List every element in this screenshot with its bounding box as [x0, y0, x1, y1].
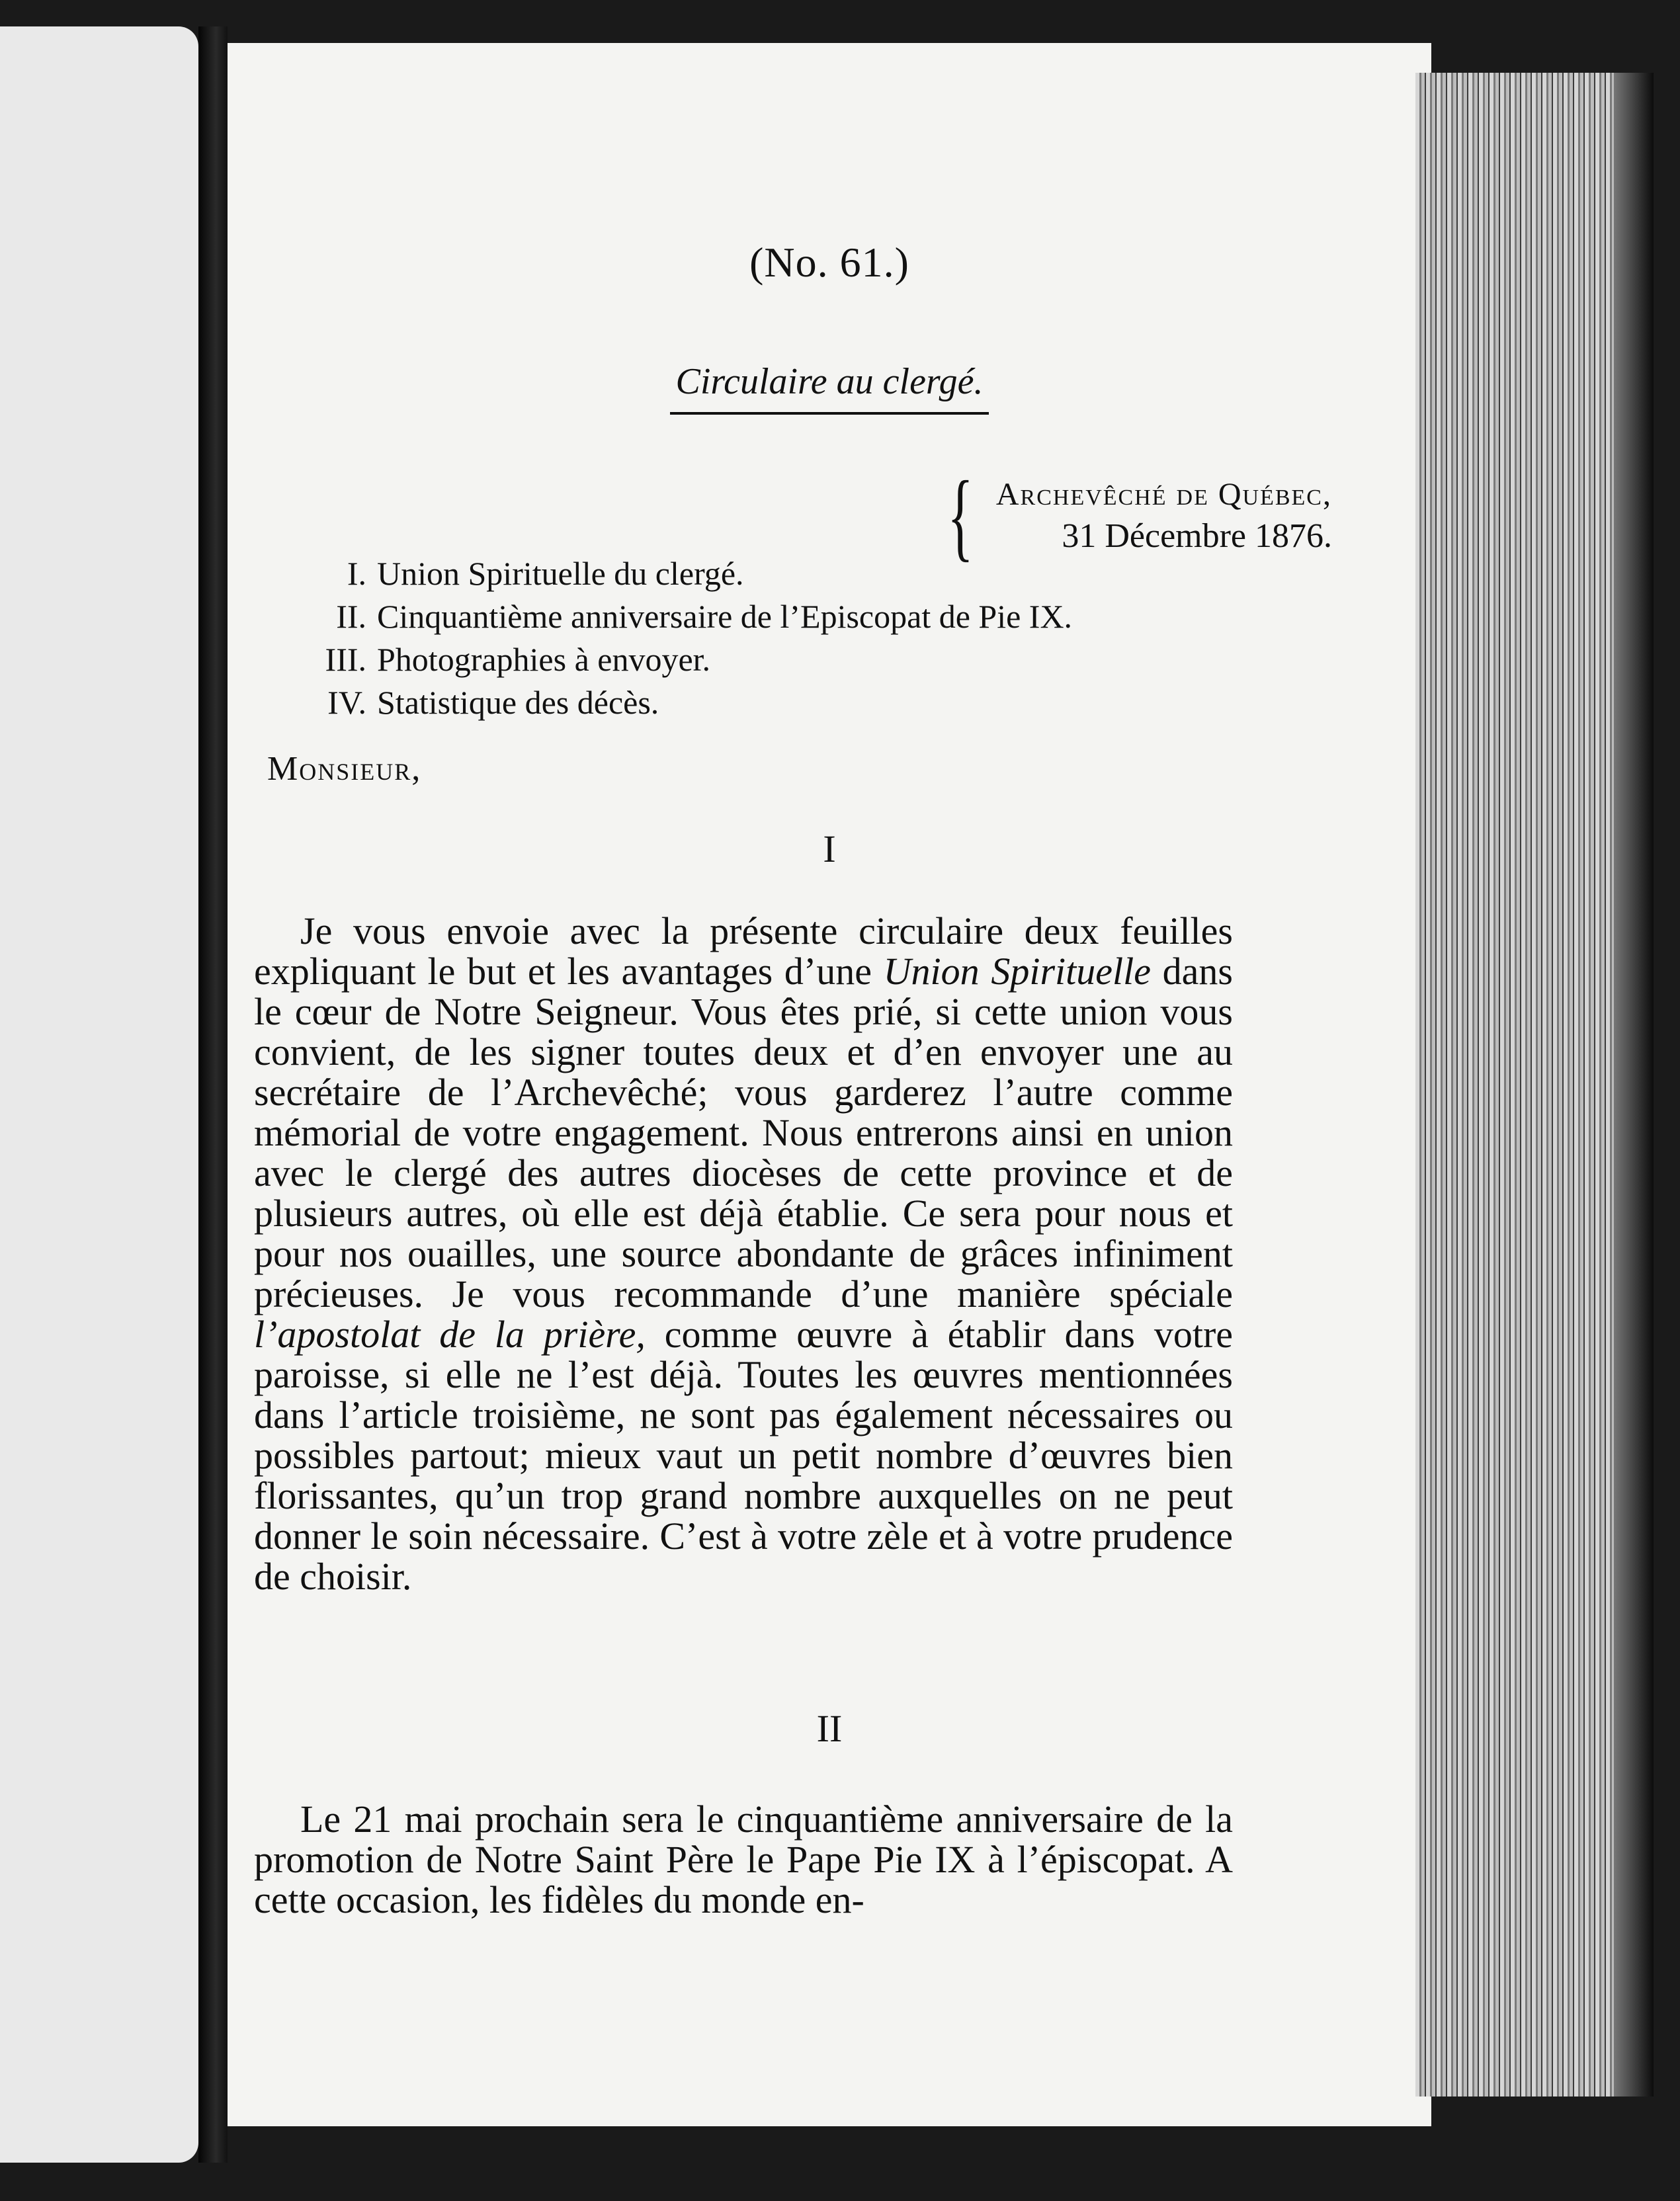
topic-text: Photographies à envoyer. — [377, 641, 711, 678]
circular-title: Circulaire au clergé. — [670, 360, 988, 415]
topic-text: Statistique des décès. — [377, 684, 659, 721]
paragraph-italic-text: Union Spirituelle — [883, 950, 1151, 993]
title-block — [228, 360, 1431, 415]
section-heading-2: II — [816, 1707, 843, 1750]
dateline — [937, 461, 1332, 571]
paragraph-text: Je vous envoie avec la présente circulaire deux feuilles expliquant le but et les avantages d’une — [254, 909, 1233, 993]
circular-number: (No. 61.) — [749, 239, 909, 286]
topic-item — [294, 595, 1072, 638]
topic-item — [294, 638, 1072, 681]
topic-list — [294, 552, 1072, 724]
dateline-date: 31 Décembre 1876. — [1062, 517, 1332, 555]
topic-number: I. — [347, 555, 366, 592]
topic-text: Union Spirituelle du clergé. — [377, 555, 744, 592]
book-spine — [198, 26, 228, 2163]
paragraph-text: comme œuvre à établir dans votre paroisse, si elle ne l’est déjà. Toutes les œuvres mentionnées dans l’article troisième, ne sont pas également nécessaires ou possibles partout; mieux vaut un petit nombre d’œuvres bien florissantes, qu’un trop grand nombre auxquelles on ne peut donner le soin nécessaire. C’est à votre zèle et à votre prudence de choisir. — [254, 1313, 1234, 1598]
page-stack-edge — [1415, 73, 1614, 2097]
dateline-place: Archevêché de Québec, — [995, 477, 1332, 512]
brace-glyph: { — [947, 461, 974, 571]
paragraph-italic-text: l’apostolat de la prière, — [254, 1313, 646, 1356]
section-1-paragraph — [254, 911, 1233, 1597]
page-stack-shadow — [1614, 73, 1654, 2097]
book-page — [228, 43, 1431, 2126]
topic-number: IV. — [327, 684, 366, 721]
dateline-lines — [996, 476, 1332, 556]
topic-text: Cinquantième anniversaire de l’Episcopat de Pie IX. — [377, 598, 1073, 635]
section-2-paragraph: Le 21 mai prochain sera le cinquantième anniversaire de la promotion de Notre Saint Père le Pape Pie IX à l’épiscopat. A cette occasion, les fidèles du monde en- — [254, 1798, 1233, 1921]
facing-page-edge — [0, 26, 198, 2163]
topic-item — [294, 681, 1072, 724]
paragraph-text: dans le cœur de Notre Seigneur. Vous êtes prié, si cette union vous convient, de les signer toutes deux et d’en envoyer une au secrétaire de l’Archevêché; vous garderez l’autre comme mémorial de votre engagement. Nous entrerons ainsi en union avec le clergé des autres diocèses de cette province et de plusieurs autres, où elle est déjà établie. Ce sera pour nous et pour nos ouailles, une source abondante de grâces infiniment précieuses. Je vous recommande d’une manière spéciale — [254, 950, 1233, 1315]
section-heading-1: I — [823, 827, 836, 870]
topic-item — [294, 552, 1072, 595]
salutation: Monsieur, — [267, 750, 422, 788]
topic-number: III. — [325, 641, 366, 678]
topic-number: II. — [336, 598, 366, 635]
